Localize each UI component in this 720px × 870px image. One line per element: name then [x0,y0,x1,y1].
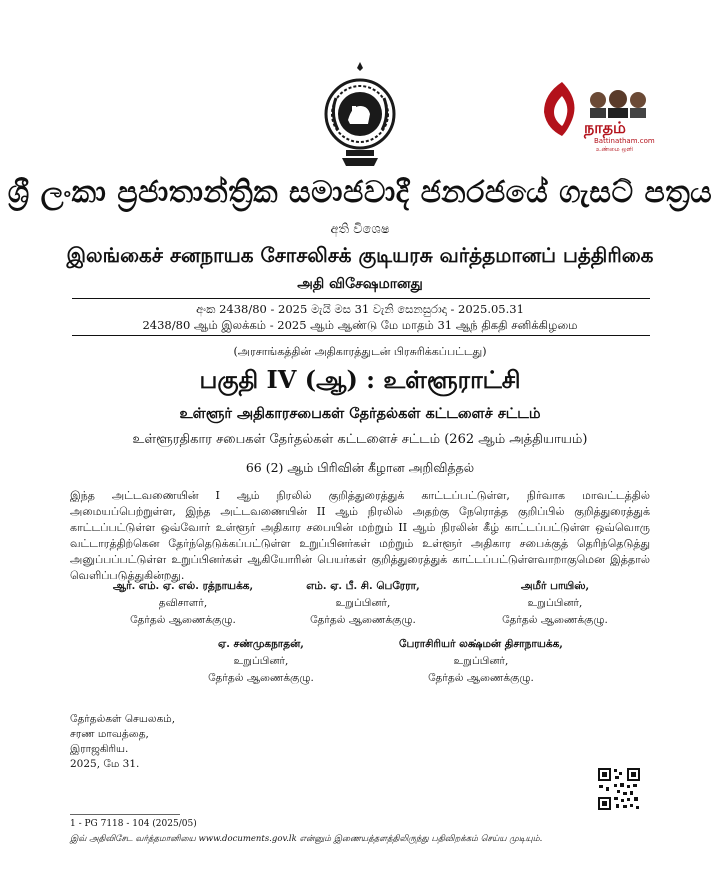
print-code: 1 - PG 7118 - 104 (2025/05) [70,819,197,829]
gazette-subtitle-sinhala: අති විශෙෂ [330,222,390,237]
logo-brand-text: நாதம் [584,118,626,137]
qr-code-icon [597,767,641,811]
signatory-name: பேராசிரியர் லக்ஷ்மன் திசாநாயக்க, [399,638,563,650]
sri-lanka-emblem-icon [322,58,398,170]
signatory-name: அமீர் பாயிஸ், [520,580,590,592]
footer-divider [70,814,180,815]
address-line: தேர்தல்கள் செயலகம், [70,713,176,725]
divider-bottom [72,335,650,336]
gazette-subtitle-tamil: அதி விசேஷமானது [297,276,423,292]
signatory-block [268,578,458,629]
signatory-role: உறுப்பினர், [233,655,289,667]
signatory-role: உறுப்பினர், [527,597,583,609]
battinatham-logo [540,78,655,156]
signatory-role: உறுப்பினர், [453,655,509,667]
notice-paragraph: இந்த அட்டவணையின் I ஆம் நிரலில் குறித்துரைத்துக் காட்டப்பட்டுள்ள, நிர்வாக மாவட்டத்தில் அமையப்பெற்றுள்ள, இந்த அட்டவணையின் II ஆம் நிரலில் அதற்கு நேரொத்த குறிப்பில் குறித்துரைத்துக் காட்டப்பட்டுள்ள ஒவ்வோர் உள்ளூர் அதிகார சபையின் மற்றும் II ஆம் நிரலின் கீழ் காட்டப்பட்டுள்ள ஒவ்வொரு வட்டாரத்திற்கென தேர்ந்தெடுக்கப்பட்டுள்ள உறுப்பினர்கள் மற்றும் உள்ளூர் அதிகார சபைக்குத் தெரிந்தெடுத்து அனுப்பப்பட்டுள்ள உறுப்பினர்கள் ஆகியோரின் பெயர்கள் குறித்துரைத்துக் காட்டப்பட்டுள்ளவாறாகுமென இத்தால் வெளிப்படுத்துகின்றது. [70,489,650,582]
notice-line: 66 (2) ஆம் பிரிவின் கீழான அறிவித்தல் [245,460,475,475]
logo-tagline: உண்மை ஒளி [596,146,634,153]
signatory-block [376,636,586,687]
logo-portraits-icon [588,88,648,118]
signatory-block [88,578,278,629]
authority-note: (அரசாங்கத்தின் அதிகாரத்துடன் பிரசுரிக்கப்பட்டது) [233,345,487,358]
address-date: 2025, மே 31. [70,758,140,770]
download-note: இவ் அதிவிசேட வர்த்தமானியை www.documents.gov.lk என்னும் இணையத்தளத்திலிருந்து பதிவிறக்கம் செய்ய முடியும். [70,834,543,844]
signatory-block [166,636,356,687]
signatory-role: தவிசாளர், [158,597,208,609]
signatory-role: உறுப்பினர், [335,597,391,609]
logo-flame-icon [540,80,584,140]
chapter-line: உள்ளூரதிகார சபைகள் தேர்தல்கள் கட்டளைச் சட்டம் (262 ஆம் அத்தியாயம்) [132,432,588,447]
signatory-org: தேர்தல் ஆணைக்குழு. [428,672,534,684]
signatory-block [460,578,650,629]
issue-line-sinhala: අංක 2438/80 - 2025 මැයි මස 31 වැනි සෙනසුරාදා - 2025.05.31 [196,302,524,316]
signatory-org: தேர்தல் ஆணைக்குழு. [310,614,416,626]
gazette-title-sinhala: ශ්‍රී ලංකා ප්‍රජාතාන්ත්‍රික සමාජවාදී ජනරජයේ ගැසට් පත්‍රය [7,175,713,210]
signatory-name: ஏ. சண்முகநாதன், [218,638,304,650]
signatory-org: தேர்தல் ஆணைக்குழு. [130,614,236,626]
signatory-name: ஆர். எம். ஏ. எல். ரத்நாயக்க, [112,580,254,592]
ordinance-heading: உள்ளூர் அதிகாரசபைகள் தேர்தல்கள் கட்டளைச் சட்டம் [179,405,541,422]
issue-line-tamil: 2438/80 ஆம் இலக்கம் - 2025 ஆம் ஆண்டு மே மாதம் 31 ஆந் திகதி சனிக்கிழமை [142,318,578,332]
signatory-name: எம். ஏ. பீ. சி. பெரேரா, [306,580,420,592]
gazette-title-tamil: இலங்கைச் சனநாயக சோசலிசக் குடியரசு வர்த்தமானப் பத்திரிகை [66,243,654,267]
address-line: இராஜகிரிய. [70,743,129,755]
signatory-org: தேர்தல் ஆணைக்குழு. [502,614,608,626]
part-heading: பகுதி IV (ஆ) : உள்ளூராட்சி [199,365,521,394]
address-line: சரண மாவத்தை, [70,728,149,740]
signatory-org: தேர்தல் ஆணைக்குழு. [208,672,314,684]
logo-site-text: Battinatham.com [594,137,655,145]
divider-top [72,298,650,299]
secretariat-address [70,712,175,772]
